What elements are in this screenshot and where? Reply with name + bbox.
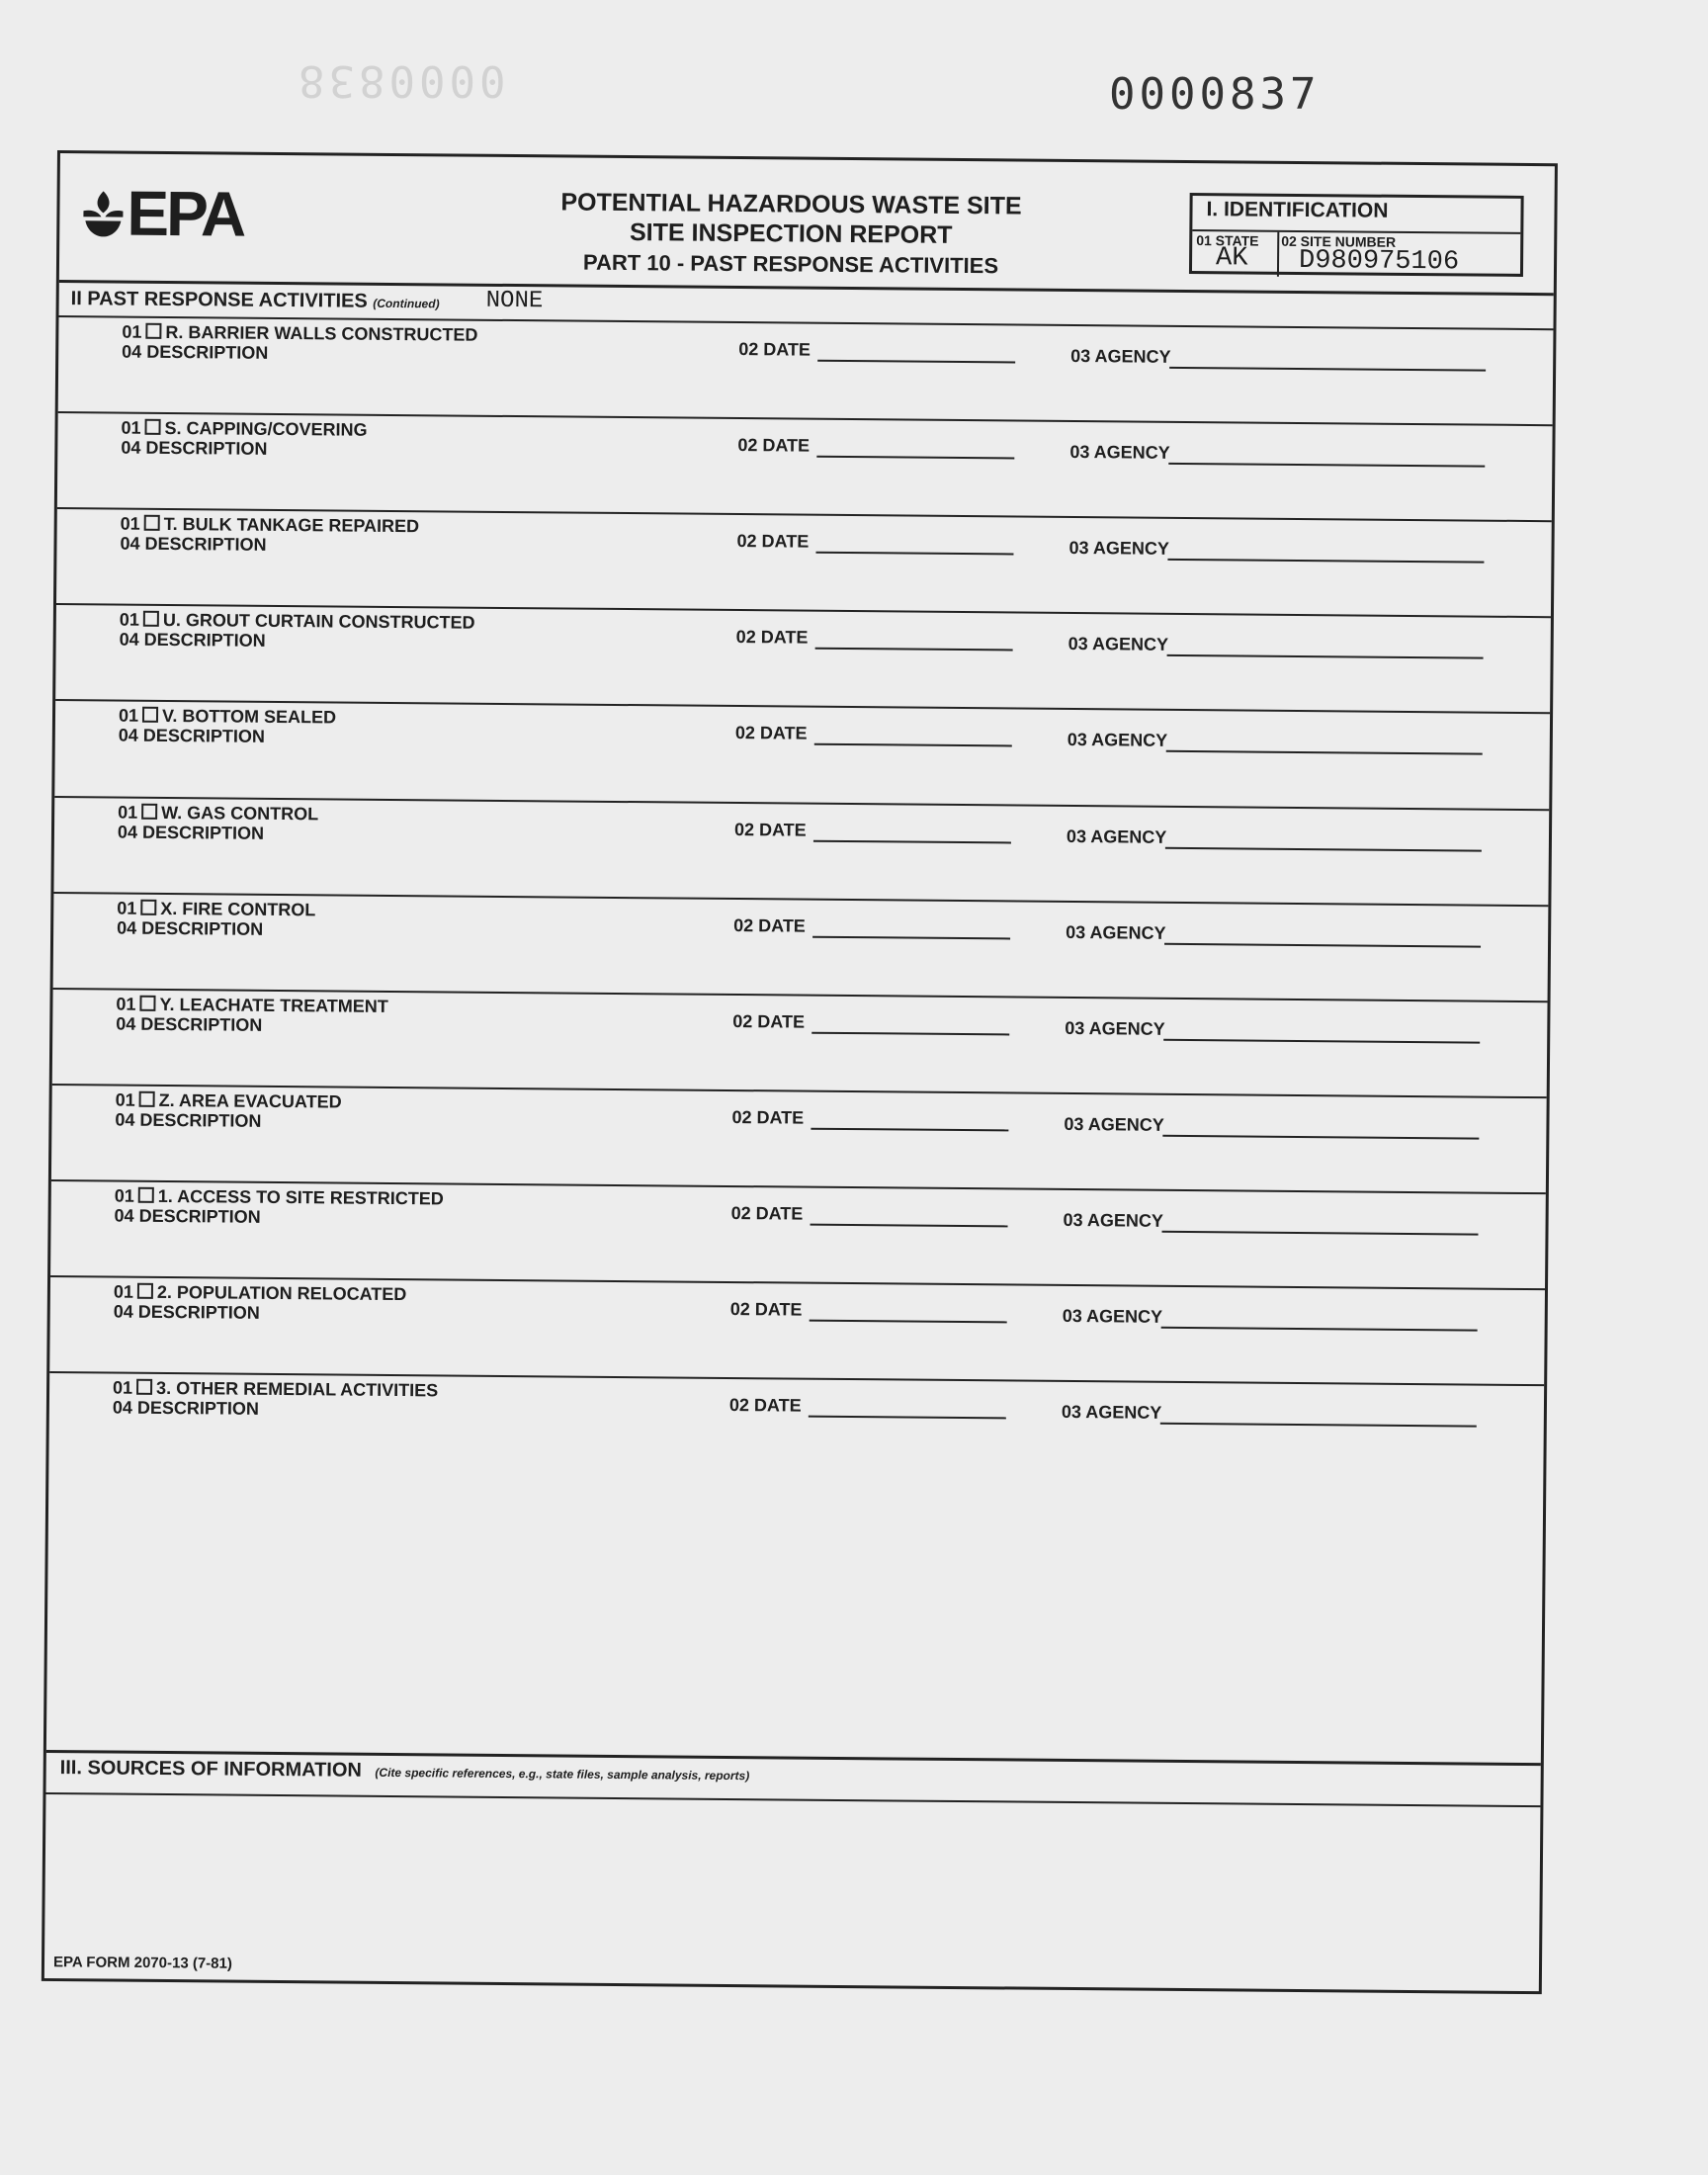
state-value: AK bbox=[1215, 243, 1248, 274]
agency-field[interactable] bbox=[1160, 1423, 1477, 1428]
date-label: 02 DATE bbox=[733, 914, 806, 936]
activity-prefix: 01 bbox=[117, 898, 137, 918]
activity-checkbox[interactable] bbox=[145, 419, 161, 435]
agency-label: 03 AGENCY bbox=[1070, 345, 1171, 367]
date-field[interactable] bbox=[816, 456, 1014, 460]
activity-name: U. GROUT CURTAIN CONSTRUCTED bbox=[162, 610, 475, 634]
state-field[interactable] bbox=[1192, 231, 1279, 277]
activity-row bbox=[54, 699, 1550, 810]
section-3-title-text: III. SOURCES OF INFORMATION bbox=[59, 1757, 362, 1782]
section-3-title bbox=[60, 1757, 750, 1785]
activity-row bbox=[52, 988, 1548, 1098]
activity-prefix: 01 bbox=[119, 609, 139, 631]
agency-field[interactable] bbox=[1166, 750, 1483, 755]
activity-name: X. FIRE CONTROL bbox=[160, 898, 316, 919]
activity-checkbox[interactable] bbox=[139, 1091, 155, 1107]
agency-label: 03 AGENCY bbox=[1061, 1402, 1162, 1423]
description-label: 04 DESCRIPTION bbox=[117, 822, 265, 843]
description-label: 04 DESCRIPTION bbox=[114, 1205, 261, 1227]
activity-prefix: 01 bbox=[121, 417, 141, 438]
activity-checkbox[interactable] bbox=[138, 1187, 154, 1203]
agency-field[interactable] bbox=[1169, 367, 1486, 372]
description-label: 04 DESCRIPTION bbox=[117, 917, 264, 939]
date-field[interactable] bbox=[817, 360, 1015, 364]
date-label: 02 DATE bbox=[734, 723, 808, 744]
site-number-label: 02 SITE NUMBER bbox=[1281, 232, 1397, 250]
activity-prefix: 01 bbox=[120, 513, 140, 534]
agency-label: 03 AGENCY bbox=[1069, 442, 1170, 463]
date-label: 02 DATE bbox=[732, 1010, 806, 1032]
activity-checkbox[interactable] bbox=[139, 995, 155, 1010]
activity-row bbox=[51, 1084, 1547, 1194]
activity-row bbox=[48, 1371, 1544, 1482]
date-field[interactable] bbox=[815, 648, 1013, 652]
agency-label: 03 AGENCY bbox=[1068, 538, 1169, 560]
title-line-1: POTENTIAL HAZARDOUS WASTE SITE bbox=[560, 188, 1022, 220]
agency-field[interactable] bbox=[1167, 654, 1484, 659]
activity-checkbox[interactable] bbox=[143, 611, 159, 627]
agency-field[interactable] bbox=[1162, 1135, 1479, 1140]
activity-checkbox[interactable] bbox=[145, 323, 161, 339]
activity-row bbox=[56, 507, 1552, 618]
agency-field[interactable] bbox=[1165, 846, 1482, 851]
description-label: 04 DESCRIPTION bbox=[113, 1301, 260, 1323]
activity-name: 1. ACCESS TO SITE RESTRICTED bbox=[157, 1185, 444, 1209]
description-label: 04 DESCRIPTION bbox=[112, 1397, 260, 1419]
agency-label: 03 AGENCY bbox=[1068, 634, 1169, 655]
activity-checkbox[interactable] bbox=[142, 707, 158, 723]
date-field[interactable] bbox=[810, 1320, 1007, 1324]
date-field[interactable] bbox=[811, 1031, 1009, 1035]
activity-name: Z. AREA EVACUATED bbox=[158, 1089, 342, 1112]
activity-row bbox=[49, 1275, 1545, 1386]
continued-note: (Continued) bbox=[373, 296, 440, 311]
date-label: 02 DATE bbox=[735, 627, 809, 648]
activity-prefix: 01 bbox=[118, 705, 139, 727]
agency-field[interactable] bbox=[1163, 1038, 1480, 1043]
activity-checkbox[interactable] bbox=[136, 1379, 152, 1395]
title-line-2: SITE INSPECTION REPORT bbox=[629, 218, 953, 249]
state-label: 01 STATE bbox=[1196, 232, 1259, 249]
description-label: 04 DESCRIPTION bbox=[122, 341, 269, 363]
activity-row bbox=[50, 1179, 1546, 1290]
date-field[interactable] bbox=[812, 935, 1010, 939]
activity-row bbox=[55, 603, 1551, 714]
agency-field[interactable] bbox=[1161, 1327, 1478, 1332]
activity-name: R. BARRIER WALLS CONSTRUCTED bbox=[165, 321, 478, 345]
agency-label: 03 AGENCY bbox=[1063, 1209, 1164, 1231]
description-label: 04 DESCRIPTION bbox=[115, 1109, 262, 1131]
agency-label: 03 AGENCY bbox=[1065, 1017, 1165, 1039]
date-field[interactable] bbox=[813, 839, 1011, 843]
form-header bbox=[59, 153, 1555, 293]
form-id: EPA FORM 2070-13 (7-81) bbox=[52, 1954, 232, 1972]
site-number-field[interactable] bbox=[1277, 232, 1520, 279]
epa-logo bbox=[81, 177, 244, 250]
date-label: 02 DATE bbox=[730, 1202, 804, 1224]
activity-checkbox[interactable] bbox=[144, 515, 160, 531]
activity-checkbox[interactable] bbox=[140, 899, 156, 914]
sources-field-line[interactable] bbox=[45, 1792, 1540, 1807]
activity-name: T. BULK TANKAGE REPAIRED bbox=[163, 514, 420, 537]
activity-name: 2. POPULATION RELOCATED bbox=[156, 1281, 407, 1305]
none-entry: NONE bbox=[485, 287, 544, 315]
date-field[interactable] bbox=[814, 743, 1012, 747]
agency-field[interactable] bbox=[1167, 559, 1484, 564]
description-label: 04 DESCRIPTION bbox=[121, 437, 268, 459]
date-label: 02 DATE bbox=[738, 339, 811, 360]
agency-label: 03 AGENCY bbox=[1062, 1305, 1163, 1327]
agency-label: 03 AGENCY bbox=[1066, 826, 1167, 847]
description-label: 04 DESCRIPTION bbox=[116, 1013, 263, 1035]
date-field[interactable] bbox=[811, 1127, 1008, 1131]
activity-row bbox=[53, 892, 1549, 1002]
activity-name: Y. LEACHATE TREATMENT bbox=[159, 994, 388, 1016]
description-label: 04 DESCRIPTION bbox=[119, 629, 266, 652]
activity-name: S. CAPPING/COVERING bbox=[164, 418, 368, 440]
agency-label: 03 AGENCY bbox=[1064, 1113, 1164, 1135]
bleed-through-stamp: 0000838 bbox=[295, 55, 506, 106]
site-number-value: D980975106 bbox=[1298, 245, 1460, 278]
activity-row bbox=[57, 411, 1553, 522]
activity-prefix: 01 bbox=[122, 321, 142, 342]
activity-prefix: 01 bbox=[112, 1377, 133, 1398]
agency-label: 03 AGENCY bbox=[1066, 921, 1166, 943]
activity-prefix: 01 bbox=[115, 1089, 135, 1110]
identification-title: I. IDENTIFICATION bbox=[1206, 198, 1389, 222]
activity-checkbox[interactable] bbox=[137, 1283, 153, 1299]
section-2-title bbox=[71, 288, 440, 313]
activity-name: 3. OTHER REMEDIAL ACTIVITIES bbox=[156, 1378, 439, 1401]
section-3-note: (Cite specific references, e.g., state files, sample analysis, reports) bbox=[375, 1765, 750, 1784]
date-field[interactable] bbox=[809, 1416, 1006, 1420]
document-number-stamp: 0000837 bbox=[1109, 69, 1321, 120]
identification-fields bbox=[1192, 229, 1520, 279]
activity-name: V. BOTTOM SEALED bbox=[161, 706, 337, 728]
description-label: 04 DESCRIPTION bbox=[118, 725, 265, 747]
activity-prefix: 01 bbox=[113, 1281, 134, 1302]
activity-row bbox=[58, 315, 1554, 426]
agency-label: 03 AGENCY bbox=[1067, 730, 1168, 751]
date-label: 02 DATE bbox=[733, 819, 807, 840]
activity-row bbox=[53, 796, 1549, 907]
activity-prefix: 01 bbox=[118, 802, 138, 823]
date-label: 02 DATE bbox=[736, 531, 810, 552]
date-label: 02 DATE bbox=[731, 1106, 805, 1128]
identification-box bbox=[1189, 193, 1524, 277]
agency-field[interactable] bbox=[1168, 463, 1485, 468]
date-field[interactable] bbox=[811, 1224, 1008, 1228]
date-label: 02 DATE bbox=[728, 1395, 802, 1416]
date-label: 02 DATE bbox=[729, 1298, 803, 1320]
section-2-title-text: II PAST RESPONSE ACTIVITIES bbox=[70, 288, 368, 312]
agency-field[interactable] bbox=[1161, 1231, 1478, 1236]
date-label: 02 DATE bbox=[737, 435, 811, 456]
form-titles bbox=[494, 187, 1088, 283]
activity-prefix: 01 bbox=[114, 1185, 134, 1206]
title-line-3: PART 10 - PAST RESPONSE ACTIVITIES bbox=[582, 249, 999, 279]
epa-flower-icon bbox=[81, 187, 125, 238]
activity-checkbox[interactable] bbox=[141, 803, 157, 819]
agency-field[interactable] bbox=[1164, 942, 1481, 947]
description-label: 04 DESCRIPTION bbox=[120, 533, 267, 556]
epa-logo-text: EPA bbox=[127, 177, 244, 250]
activity-prefix: 01 bbox=[116, 994, 136, 1014]
date-field[interactable] bbox=[815, 552, 1013, 556]
activity-name: W. GAS CONTROL bbox=[161, 802, 319, 824]
inspection-form bbox=[42, 150, 1558, 1994]
